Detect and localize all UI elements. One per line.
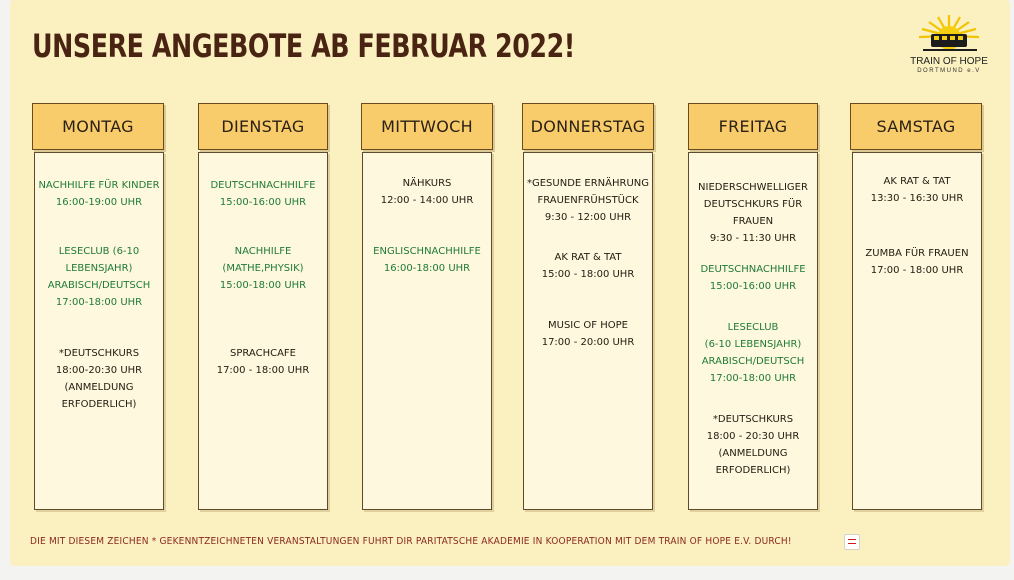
entry-line: 17:00 - 18:00 UHR xyxy=(216,365,310,376)
entry-line: (MATHE,PHYSIK) xyxy=(222,263,304,274)
entry-line: ARABISCH/DEUTSCH xyxy=(47,280,151,291)
entry-line: 17:00 - 20:00 UHR xyxy=(541,337,635,348)
entry-line: (ANMELDUNG xyxy=(64,382,134,393)
page-title: UNSERE ANGEBOTE AB FEBRUAR 2022! xyxy=(32,27,575,65)
schedule-entry xyxy=(37,243,161,311)
entry-line: SPRACHCAFE xyxy=(230,348,296,359)
entry-line: 12:00 - 14:00 UHR xyxy=(380,195,474,206)
train-of-hope-logo xyxy=(903,14,995,78)
entry-line: AK RAT & TAT xyxy=(554,252,622,263)
logo-subtitle: DORTMUND e.V xyxy=(917,68,981,74)
entry-line: 18:00 - 20:30 UHR xyxy=(706,431,800,442)
entry-line: 15:00-16:00 UHR xyxy=(219,197,307,208)
day-header-mittwoch: MITTWOCH xyxy=(361,103,493,150)
schedule-entry xyxy=(365,243,489,277)
day-header-donnerstag: DONNERSTAG xyxy=(522,103,654,150)
entry-line: ERFODERLICH) xyxy=(61,399,137,410)
entry-line: DEUTSCHKURS FÜR xyxy=(703,199,803,210)
entry-line: (ANMELDUNG xyxy=(718,448,788,459)
entry-line: ENGLISCHNACHHILFE xyxy=(373,246,481,257)
day-column-donnerstag xyxy=(523,152,653,510)
entry-line: FRAUENFRÜHSTÜCK xyxy=(537,195,639,206)
entry-line: 16:00-18:00 UHR xyxy=(383,263,471,274)
entry-line: LESECLUB xyxy=(727,322,779,333)
schedule-entry xyxy=(37,345,161,413)
entry-line: 18:00-20:30 UHR xyxy=(55,365,143,376)
day-column-dienstag xyxy=(198,152,328,510)
entry-line: LESECLUB (6-10 xyxy=(58,246,140,257)
entry-line: MUSIC OF HOPE xyxy=(548,320,628,331)
schedule-entry xyxy=(201,243,325,294)
day-column-samstag xyxy=(852,152,982,510)
entry-line: ARABISCH/DEUTSCH xyxy=(701,356,805,367)
schedule-entry xyxy=(691,319,815,387)
entry-line: DEUTSCHNACHHILFE xyxy=(700,264,806,275)
schedule-entry xyxy=(526,317,650,351)
entry-line: DEUTSCHNACHHILFE xyxy=(210,180,316,191)
entry-line: 16:00-19:00 UHR xyxy=(55,197,143,208)
day-column-mittwoch xyxy=(362,152,492,510)
schedule-entry xyxy=(855,173,979,207)
day-header-freitag: FREITAG xyxy=(688,103,818,150)
entry-line: 9:30 - 11:30 UHR xyxy=(709,233,797,244)
poster xyxy=(10,0,1010,566)
entry-line: (6-10 LEBENSJAHR) xyxy=(704,339,802,350)
entry-line: *DEUTSCHKURS xyxy=(58,348,140,359)
schedule-entry xyxy=(201,345,325,379)
entry-line: FRAUEN xyxy=(732,216,774,227)
entry-line: NACHHILFE xyxy=(234,246,292,257)
entry-line: NIEDERSCHWELLIGER xyxy=(698,182,808,193)
entry-line: NÄHKURS xyxy=(402,178,452,189)
day-header-samstag: SAMSTAG xyxy=(850,103,982,150)
schedule-entry xyxy=(526,175,650,226)
flag-icon xyxy=(844,534,860,550)
day-header-dienstag: DIENSTAG xyxy=(198,103,328,150)
schedule-entry xyxy=(37,177,161,211)
schedule-entry xyxy=(691,411,815,479)
schedule-entry xyxy=(691,261,815,295)
entry-line: NACHHILFE FÜR KINDER xyxy=(38,180,160,191)
entry-line: 9:30 - 12:00 UHR xyxy=(544,212,632,223)
logo-name: TRAIN OF HOPE xyxy=(910,56,988,67)
entry-line: ZUMBA FÜR FRAUEN xyxy=(865,248,969,259)
schedule-entry xyxy=(201,177,325,211)
footer-note: DIE MIT DIESEM ZEICHEN * GEKENNTZEICHNETEN VERANSTALTUNGEN FÜHRT DIR PARITÄTSCHE AKADEMIE IN KOOPERATION MIT DEM TRAIN OF HOPE E.V. DURCH! xyxy=(30,536,792,547)
entry-line: AK RAT & TAT xyxy=(883,176,951,187)
schedule-entry xyxy=(526,249,650,283)
entry-line: 15:00-18:00 UHR xyxy=(219,280,307,291)
schedule-entry xyxy=(365,175,489,209)
day-column-freitag xyxy=(688,152,818,510)
entry-line: 17:00-18:00 UHR xyxy=(709,373,797,384)
schedule-entry xyxy=(691,179,815,247)
entry-line: ERFODERLICH) xyxy=(715,465,791,476)
entry-line: 13:30 - 16:30 UHR xyxy=(870,193,964,204)
entry-line: 15:00 - 18:00 UHR xyxy=(541,269,635,280)
entry-line: *DEUTSCHKURS xyxy=(712,414,794,425)
entry-line: *GESUNDE ERNÄHRUNG xyxy=(526,178,650,189)
entry-line: 15:00-16:00 UHR xyxy=(709,281,797,292)
train-icon xyxy=(909,14,989,56)
entry-line: LEBENSJAHR) xyxy=(65,263,133,274)
schedule-entry xyxy=(855,245,979,279)
entry-line: 17:00 - 18:00 UHR xyxy=(870,265,964,276)
entry-line: 17:00-18:00 UHR xyxy=(55,297,143,308)
day-column-montag xyxy=(34,152,164,510)
day-header-montag: MONTAG xyxy=(32,103,164,150)
